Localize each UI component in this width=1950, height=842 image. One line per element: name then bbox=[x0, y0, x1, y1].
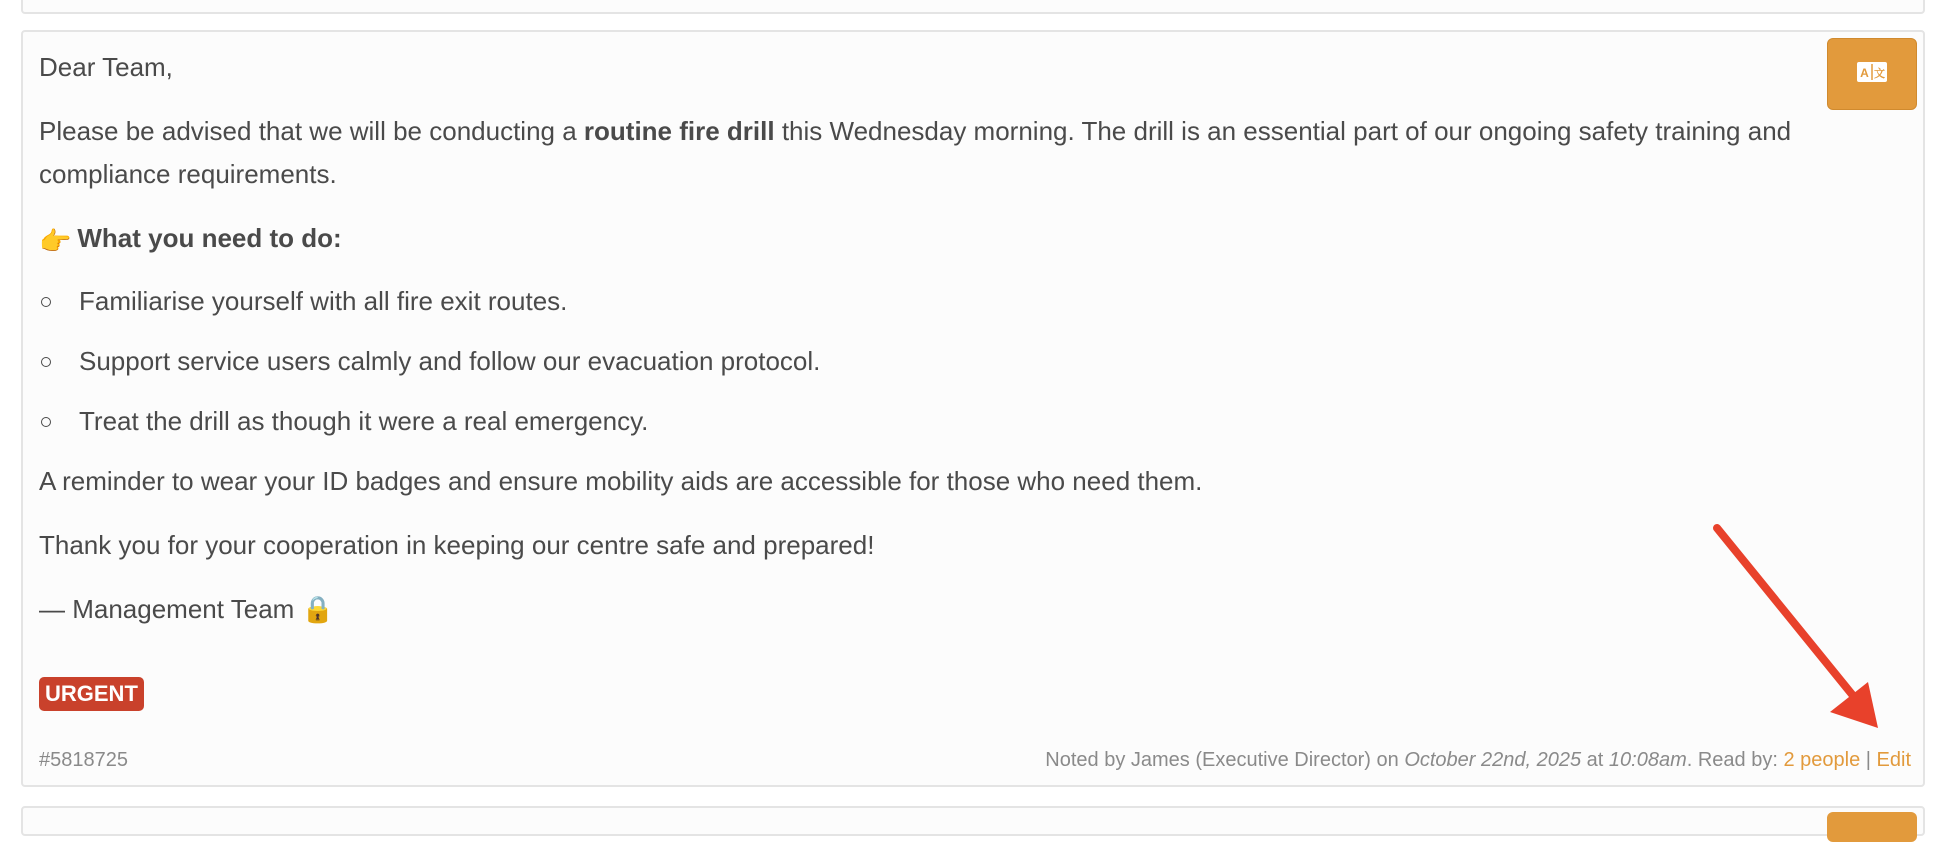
notice-card bbox=[21, 30, 1925, 787]
translate-button[interactable] bbox=[1827, 38, 1917, 110]
notice-meta: Noted by James (Executive Director) on October 22nd, 2025 at 10:08am. Read by: 2 people | Edit bbox=[1045, 749, 1911, 771]
edit-link[interactable]: Edit bbox=[1876, 749, 1911, 771]
list-item: Treat the drill as though it were a real emergency. bbox=[39, 400, 1829, 460]
intro-highlight: routine fire drill bbox=[583, 116, 775, 146]
thanks-paragraph: Thank you for your cooperation in keeping our centre safe and prepared! bbox=[39, 530, 875, 560]
translate-icon bbox=[1856, 61, 1888, 88]
list-item: Familiarise yourself with all fire exit routes. bbox=[39, 280, 1829, 340]
signoff: — Management Team 🔒 bbox=[39, 594, 334, 624]
pointing-hand-icon: 👉 bbox=[39, 226, 72, 256]
next-notice-card bbox=[21, 806, 1925, 836]
section-heading: 👉 What you need to do: bbox=[39, 217, 1829, 263]
instructions-list bbox=[39, 280, 1829, 460]
previous-notice-card bbox=[21, 0, 1925, 14]
bullet-circle-icon bbox=[41, 357, 51, 367]
svg-text:文: 文 bbox=[1874, 66, 1885, 80]
svg-text:A: A bbox=[1860, 65, 1869, 80]
notice-time: 10:08am bbox=[1608, 749, 1687, 771]
greeting: Dear Team, bbox=[39, 52, 173, 82]
notice-body bbox=[39, 46, 1829, 631]
urgent-badge: URGENT bbox=[39, 677, 144, 711]
next-translate-button[interactable] bbox=[1827, 812, 1917, 842]
noted-by: Noted by James (Executive Director) on bbox=[1045, 749, 1405, 771]
list-item: Support service users calmly and follow our evacuation protocol. bbox=[39, 340, 1829, 400]
bullet-circle-icon bbox=[41, 417, 51, 427]
read-by-link[interactable]: 2 people bbox=[1783, 749, 1861, 771]
intro-paragraph: Please be advised that we will be conducting a routine fire drill this Wednesday morning. The drill is an essential part of our ongoing safety training and compliance requirements. bbox=[39, 116, 1792, 189]
separator: | bbox=[1860, 749, 1877, 771]
reminder-paragraph: A reminder to wear your ID badges and ensure mobility aids are accessible for those who need them. bbox=[39, 466, 1203, 496]
bullet-circle-icon bbox=[41, 297, 51, 307]
notice-id: #5818725 bbox=[39, 749, 128, 771]
notice-date: October 22nd, 2025 bbox=[1404, 749, 1582, 771]
